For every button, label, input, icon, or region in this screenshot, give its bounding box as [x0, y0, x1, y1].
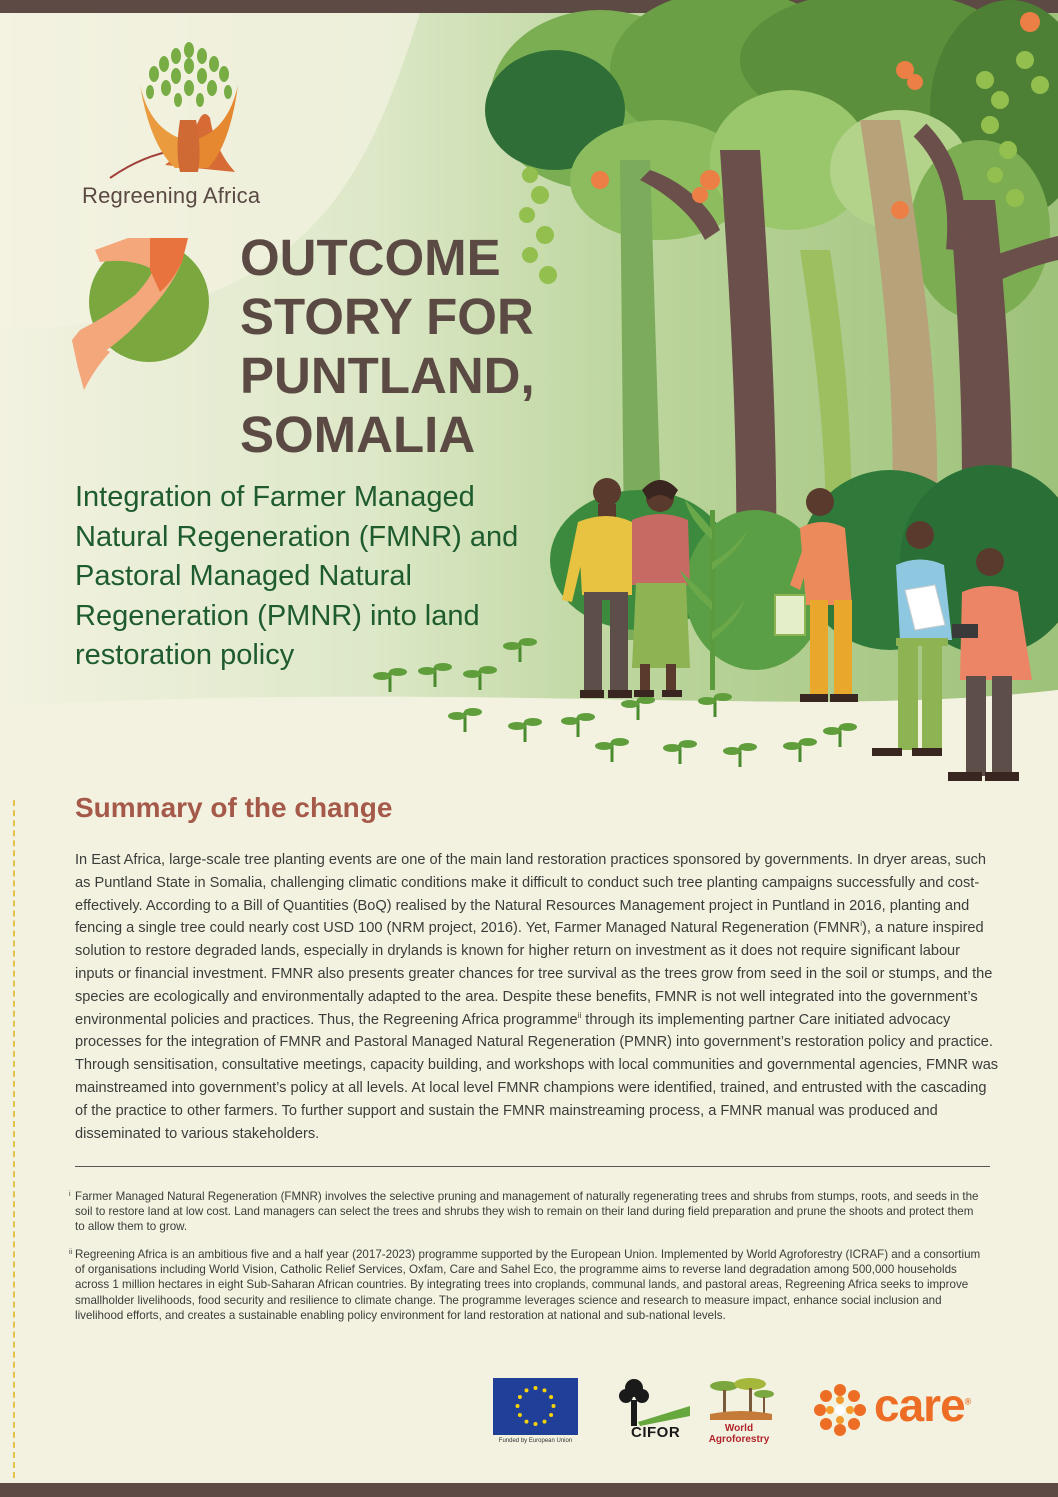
wa-line: Agroforestry [708, 1434, 770, 1445]
footnote [69, 1189, 985, 1235]
summary-text-part: In East Africa, large-scale tree planting events are one of the main land restoration practices sponsored by governments. In dryer areas, such as Puntland State in Somalia, challenging climatic conditions make it difficult to conduct such tree planting campaigns successfully and cost-effectively. According to a Bill of Quantities (BoQ) realised by the Natural Resources Management project in Puntland in 2016, planting and fencing a single tree could nearly cost USD 100 (NRM project, 2016). Yet, Farmer Managed Natural Regeneration (FMNR [75, 852, 986, 937]
title-line: OUTCOME [240, 229, 501, 286]
title-line: STORY FOR [240, 288, 534, 345]
eu-flag-icon [493, 1378, 578, 1435]
footnote-divider [75, 1166, 990, 1167]
footnote [69, 1247, 985, 1323]
world-agroforestry-label [704, 1423, 774, 1445]
bottom-bar [0, 1483, 1058, 1497]
title-line: SOMALIA [240, 406, 476, 463]
footnote-ref: ii [577, 1010, 582, 1020]
eu-caption: Funded by European Union [498, 1438, 573, 1444]
footnote-text: Regreening Africa is an ambitious five and a half year (2017-2023) programme supported by the European Union. Implemented by World Agroforestry (ICRAF) and a consortium of organisations including World Vision, Catholic Relief Services, Oxfam, Care and Sahel Eco, the programme aims to reverse land degradation among 500,000 households across 1 million hectares in eight Sub-Saharan African countries. By integrating trees into croplands, communal lands, and pastoral areas, Regreening Africa seeks to improve smallholder livelihoods, food security and resilience to climate change. The programme leverages science and research to measure impact, enhance social inclusion and livelihood efforts, and creates a sustainable enabling policy environment for land restoration at national and sub-national levels. [75, 1248, 981, 1322]
page-subtitle: Integration of Farmer Managed Natural Regeneration (FMNR) and Pastoral Managed Natural Regeneration (PMNR) into land restoration policy [75, 481, 519, 671]
wa-line: World [724, 1423, 754, 1434]
cifor-label: CIFOR [631, 1424, 681, 1441]
footnote-text: Farmer Managed Natural Regeneration (FMNR) involves the selective pruning and management of naturally regenerating trees and shrubs from stumps, roots, and seeds in the soil to restore land at low cost. Land managers can select the trees and shrubs they wish to remain on their land during field preparation and prune the shoots and protect them to allow them to grow. [75, 1190, 979, 1234]
footnote-ref: i [860, 919, 862, 929]
summary-heading: Summary of the change [75, 792, 393, 823]
world-agroforestry-trees-icon [706, 1376, 776, 1422]
care-logo-text [874, 1378, 970, 1432]
footnote-marker: i [69, 1191, 71, 1198]
footnote-marker: ii [69, 1249, 73, 1256]
care-registered-mark: ® [964, 1396, 971, 1407]
page-title [240, 228, 570, 464]
summary-paragraph [75, 849, 999, 1145]
summary-text-part: ), a nature inspired solution to restore degraded lands, especially in drylands is known for higher return on investment as it does not require significant labour inputs or financial investment. FMNR also presents greater chances for tree survival as the trees grow from seed in the soil or stumps, and the species are ecologically and environmentally adapted to the area. Despite these benefits, FMNR is not well integrated into the government’s environmental policies and practices. Thus, the Regreening Africa programme [75, 920, 993, 1028]
care-flower-icon [812, 1382, 868, 1438]
brand-name: Regreening Africa [82, 183, 261, 208]
cifor-tree-icon [616, 1376, 692, 1426]
title-line: PUNTLAND, [240, 347, 535, 404]
summary-text-part: through its implementing partner Care initiated advocacy processes for the integration of FMNR and Pastoral Managed Natural Regeneration (PMNR) into government’s restoration policy and practice. Through sensitisation, consultative meetings, capacity building, and workshops with local communities and governmental agencies, FMNR was mainstreamed into government’s policy at all levels. At local level FMNR champions were identified, trained, and entrusted with the cascading of the practice to other farmers. To further support and sustain the FMNR mainstreaming process, a FMNR manual was produced and disseminated to various stakeholders. [75, 1011, 999, 1142]
care-label: care [874, 1379, 965, 1431]
